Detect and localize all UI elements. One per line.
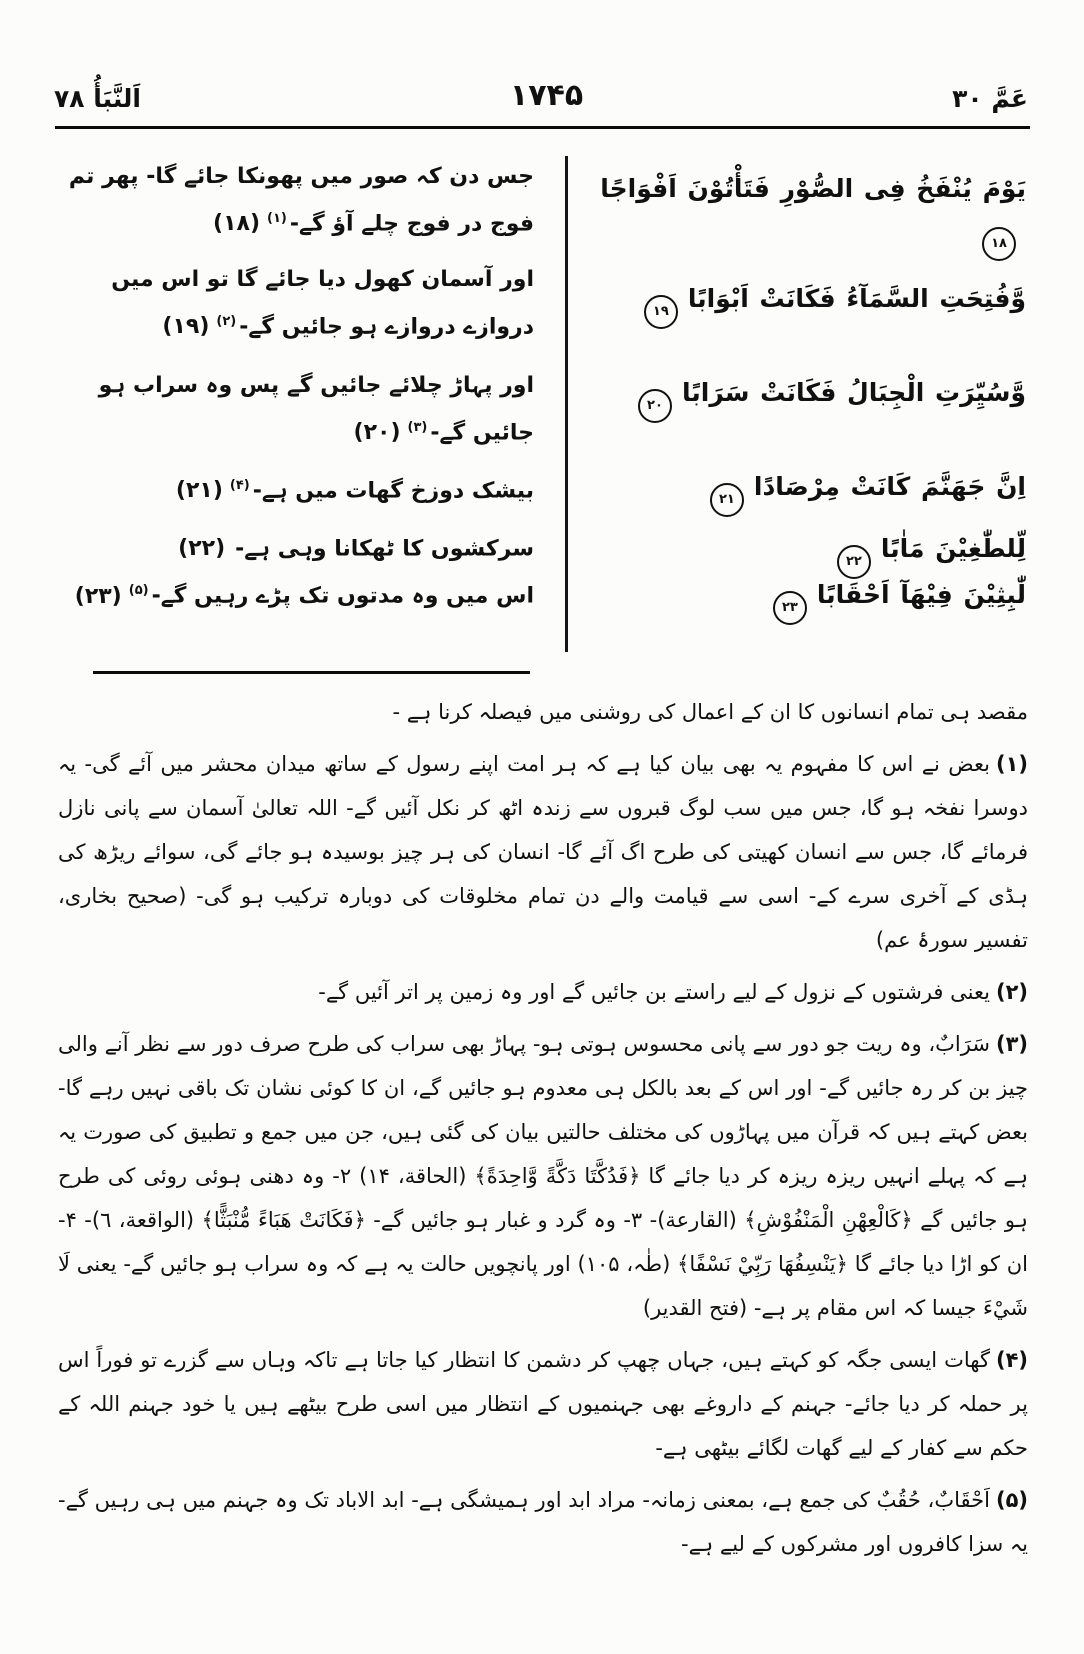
verse-text: لّٰبِثِيْنَ فِيْهَآ اَحْقَابًا [816,580,1026,609]
translation-text: جس دن کہ صور میں پھونکا جائے گا- پھر تم فوج در فوج چلے آؤ گے- [68,164,534,237]
page-number: ۱۷۴۵ [509,78,584,113]
footnote-marker: (۲) [995,980,1028,1004]
footnote-text: اَحْقَابٌ، حُقُبٌ کی جمع ہے، بمعنی زمانہ- مراد ابد اور ہمیشگی ہے- ابد الاباد تک وہ جہنم میں ہی رہیں گے- یہ سزا کافروں اور مشرکوں کے لیے ہے- [58,1488,1028,1556]
verse-number-badge: ۲۱ [710,483,744,517]
verse-number-badge: ۱۸ [982,227,1016,261]
footnote-ref: (۵) [128,583,149,599]
footnote-ref: (۳) [407,420,428,435]
verse-number-badge: ۲۳ [773,591,807,625]
verse-line [588,574,1026,625]
verse-number-badge: ۱۹ [644,295,678,329]
translation-line [54,365,534,465]
footnote-text: گھات ایسی جگہ کو کہتے ہیں، جہاں چھپ کر دشمن کا انتظار کیا جاتا ہے تاکہ وہاں سے گزرے تو فوراً اس پر حملہ کر دیا جائے- جہنم کے داروغے بھی جہنمیوں کے انتظار میں اسی طرح بیٹھے ہیں یا خود جہنم اللہ کے حکم سے کفار کے لیے گھات لگائے بیٹھی ہے- [58,1348,1028,1460]
verse-line [588,278,1026,329]
page-header [54,78,1028,113]
translation-line [54,259,534,365]
footnote [58,1338,1028,1470]
translation-text: بیشک دوزخ گھات میں ہے- [252,478,534,504]
footnote [58,1022,1028,1330]
footnote [58,742,1028,962]
footnote-text: بعض نے اس کا مفہوم یہ بھی بیان کیا ہے کہ ہر امت اپنے رسول کے ساتھ میدان محشر میں آئے گی- یہ دوسرا نفخہ ہو گا، جس میں سب لوگ قبروں سے زندہ اٹھ کر نکل آئیں گے- اللہ تعالیٰ آسمان سے پانی نازل فرمائے گا، جس سے انسان کھیتی کی طرح اگ آئے گا- انسان کی ہر چیز بوسیدہ ہو جائے گی، سوائے ریڑھ کی ہڈی کے آخری سرے کے- اسی سے قیامت والے دن تمام مخلوقات کی دوبارہ ترکیب ہو گی- (صحیح بخاری، تفسیر سورۂ عم) [58,752,1028,952]
verse-number-badge: ۲۲ [837,545,871,579]
verse-line [588,168,1026,261]
verse-ref: (۲۲) [178,536,226,562]
footnote-marker: (۱) [995,752,1028,776]
footnote-marker: (۳) [995,1032,1028,1056]
verse-ref: (۲۰) [353,420,401,446]
footnote-marker: (۵) [995,1488,1028,1512]
section-rule [93,671,530,674]
verse-text: وَّسُيِّرَتِ الْجِبَالُ فَكَانَتْ سَرَابًا [681,378,1026,407]
verse-text: وَّفُتِحَتِ السَّمَآءُ فَكَانَتْ اَبْوَابًا [687,284,1026,313]
translation-line [54,465,534,523]
translation-text: اس میں وہ مدتوں تک پڑے رہیں گے- [151,583,534,609]
translation-text: اور آسمان کھول دیا جائے گا تو اس میں دروازے دروازے ہو جائیں گے- [111,267,534,340]
translation-line [54,570,534,620]
arabic-verses-column [584,150,1030,672]
footnote-text: یعنی فرشتوں کے نزول کے لیے راستے بن جائیں گے اور وہ زمین پر اتر آئیں گے- [318,980,990,1004]
commentary-intro: مقصد ہی تمام انسانوں کا ان کے اعمال کی روشنی میں فیصلہ کرنا ہے - [392,700,1028,724]
verse-line [588,466,1026,517]
verse-ref: (۱۹) [162,314,210,340]
translation-text: سرکشوں کا ٹھکانا وہی ہے- [235,536,534,562]
footnote-ref: (۴) [229,478,250,493]
footnote [58,970,1028,1014]
verse-line [588,372,1026,423]
footnote-ref: (۲) [216,314,237,329]
verse-text: لِّلطّٰغِيْنَ مَاٰبًا [880,534,1026,563]
verse-translation-section [54,150,1030,672]
footnote-ref: (۱) [267,211,287,226]
translation-line [54,156,534,259]
urdu-translation-column [54,150,534,672]
verse-text: اِنَّ جَهَنَّمَ كَانَتْ مِرْصَادًا [753,472,1026,501]
footnote-text: سَرَابٌ، وہ ریت جو دور سے پانی محسوس ہوتی ہو- پہاڑ بھی سراب کی طرح صرف دور سے نظر آنے والی چیز بن کر رہ جائیں گے- اور اس کے بعد بالکل ہی معدوم ہو جائیں گے، ان کا کوئی نشان تک باقی نہیں رہے گا- بعض کہتے ہیں کہ قرآن میں پہاڑوں کی مختلف حالتیں بیان کی گئی ہیں، جن میں جمع و تطبیق کی صورت یہ ہے کہ پہلے انہیں ریزہ ریزہ کر دیا جائے گا ﴿فَدُكَّتَا دَكَّةً وَّاحِدَةً﴾ (الحاقة، ۱۴) ۲- وہ دھنی ہوئی روئی کی طرح ہو جائیں گے ﴿كَالْعِهْنِ الْمَنْفُوْشِ﴾ (القارعة)- ۳- وہ گرد و غبار ہو جائیں گے- ﴿فَكَانَتْ هَبَاءً مُّنْبَثًّا﴾ (الواقعة، ٦)- ۴- ان کو اڑا دیا جائے گا ﴿يَنْسِفُهَا رَبِّيْ نَسْفًا﴾ (طٰہ، ۱۰۵) اور پانچویں حالت یہ ہے کہ وہ سراب ہو جائیں گے- یعنی لَا شَيْءَ جیسا کہ اس مقام پر ہے- (فتح القدیر) [58,1032,1029,1320]
translation-text: اور پہاڑ چلائے جائیں گے پس وہ سراب ہو جائیں گے- [98,373,534,446]
verse-line [588,528,1026,579]
commentary-section [58,690,1028,1574]
surah-label: اَلنَّبَأُ ۷۸ [54,84,142,113]
footnote-marker: (۴) [995,1348,1028,1372]
verse-ref: (۲۱) [175,478,223,504]
juz-label: عَمَّ ۳۰ [952,84,1028,113]
translation-line [54,523,534,570]
verse-text: يَوْمَ يُنْفَخُ فِى الصُّوْرِ فَتَأْتُوْنَ اَفْوَاجًا [600,174,1026,203]
verse-ref: (۱۸) [213,211,261,237]
footnote [58,1478,1028,1566]
column-divider [565,156,568,652]
header-rule [55,126,1030,129]
verse-ref: (۲۳) [74,583,122,609]
verse-number-badge: ۲۰ [638,389,672,423]
